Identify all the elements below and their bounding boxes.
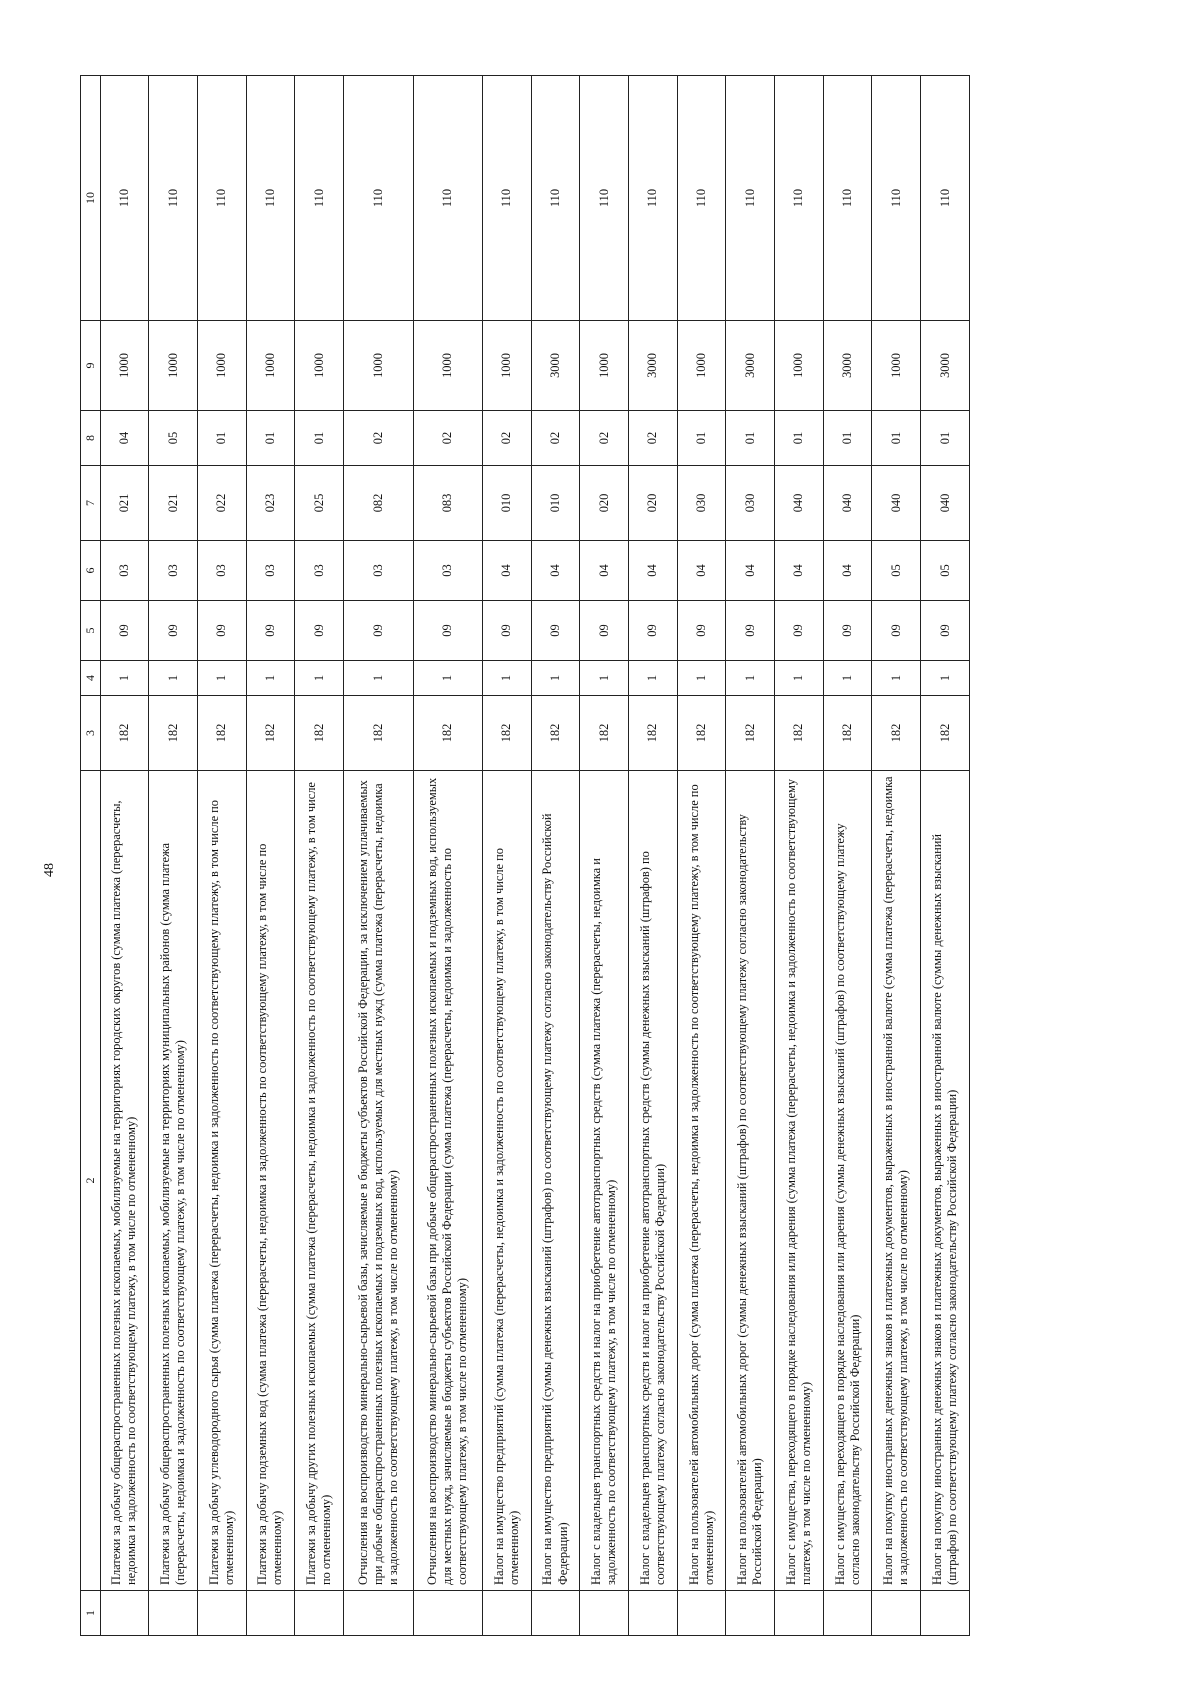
cell-col-3: 182 — [246, 696, 295, 771]
cell-col-10: 110 — [100, 76, 149, 321]
cell-col-1 — [483, 1591, 532, 1636]
cell-col-6: 04 — [726, 541, 775, 601]
cell-col-4: 1 — [100, 661, 149, 696]
cell-col-2: Платежи за добычу общераспространенных полезных ископаемых, мобилизуемые на территориях городских округов (сумма платежа (перерасчеты, недоимка и задолженность по соответствующему платежу, в том числе по отмененному) — [100, 771, 149, 1591]
cell-col-7: 021 — [100, 466, 149, 541]
cell-col-3: 182 — [483, 696, 532, 771]
cell-col-7: 020 — [580, 466, 629, 541]
column-header-4: 4 — [81, 661, 101, 696]
cell-col-5: 09 — [580, 601, 629, 661]
cell-col-4: 1 — [531, 661, 580, 696]
cell-col-3: 182 — [149, 696, 198, 771]
cell-col-1 — [726, 1591, 775, 1636]
cell-col-7: 022 — [197, 466, 246, 541]
cell-col-1 — [343, 1591, 413, 1636]
cell-col-9: 3000 — [726, 321, 775, 411]
column-header-9: 9 — [81, 321, 101, 411]
cell-col-4: 1 — [726, 661, 775, 696]
cell-col-9: 1000 — [197, 321, 246, 411]
cell-col-2: Налог с владельцев транспортных средств и налог на приобретение автотранспортных средств (суммы денежных взысканий (штрафов) по соответствующему платежу согласно законодательству Российской Федерации) — [629, 771, 678, 1591]
cell-col-6: 04 — [531, 541, 580, 601]
cell-col-2: Налог с владельцев транспортных средств и налог на приобретение автотранспортных средств (сумма платежа (перерасчеты, недоимка и задолженность по соответствующему платежу, в том числе по отмененному) — [580, 771, 629, 1591]
cell-col-5: 09 — [100, 601, 149, 661]
table-row — [295, 76, 344, 1636]
cell-col-9: 1000 — [100, 321, 149, 411]
cell-col-6: 04 — [677, 541, 726, 601]
table-row — [775, 76, 824, 1636]
cell-col-9: 1000 — [580, 321, 629, 411]
cell-col-1 — [197, 1591, 246, 1636]
cell-col-5: 09 — [629, 601, 678, 661]
cell-col-1 — [246, 1591, 295, 1636]
cell-col-10: 110 — [295, 76, 344, 321]
rotated-table-container — [80, 76, 970, 1636]
table-row — [149, 76, 198, 1636]
cell-col-1 — [823, 1591, 872, 1636]
cell-col-1 — [629, 1591, 678, 1636]
table-row — [343, 76, 413, 1636]
cell-col-9: 1000 — [343, 321, 413, 411]
table-row — [872, 76, 921, 1636]
cell-col-6: 03 — [343, 541, 413, 601]
cell-col-6: 05 — [872, 541, 921, 601]
cell-col-9: 1000 — [677, 321, 726, 411]
cell-col-8: 01 — [677, 411, 726, 466]
cell-col-1 — [413, 1591, 483, 1636]
cell-col-3: 182 — [726, 696, 775, 771]
cell-col-9: 1000 — [483, 321, 532, 411]
cell-col-9: 1000 — [295, 321, 344, 411]
cell-col-6: 04 — [629, 541, 678, 601]
cell-col-5: 09 — [483, 601, 532, 661]
cell-col-4: 1 — [197, 661, 246, 696]
cell-col-5: 09 — [246, 601, 295, 661]
cell-col-4: 1 — [580, 661, 629, 696]
cell-col-7: 040 — [823, 466, 872, 541]
cell-col-1 — [921, 1591, 970, 1636]
cell-col-8: 05 — [149, 411, 198, 466]
cell-col-1 — [677, 1591, 726, 1636]
table-row — [246, 76, 295, 1636]
table-row — [413, 76, 483, 1636]
cell-col-1 — [149, 1591, 198, 1636]
cell-col-3: 182 — [872, 696, 921, 771]
cell-col-10: 110 — [580, 76, 629, 321]
cell-col-10: 110 — [149, 76, 198, 321]
cell-col-6: 03 — [246, 541, 295, 601]
cell-col-1 — [580, 1591, 629, 1636]
cell-col-10: 110 — [483, 76, 532, 321]
cell-col-9: 1000 — [246, 321, 295, 411]
cell-col-8: 01 — [775, 411, 824, 466]
table-row — [531, 76, 580, 1636]
cell-col-2: Налог на пользователей автомобильных дорог (суммы денежных взысканий (штрафов) по соответствующему платежу согласно законодательству Российской Федерации) — [726, 771, 775, 1591]
cell-col-6: 03 — [149, 541, 198, 601]
cell-col-1 — [295, 1591, 344, 1636]
table-row — [823, 76, 872, 1636]
cell-col-5: 09 — [677, 601, 726, 661]
cell-col-10: 110 — [629, 76, 678, 321]
cell-col-3: 182 — [100, 696, 149, 771]
cell-col-4: 1 — [343, 661, 413, 696]
cell-col-2: Налог с имущества, переходящего в порядке наследования или дарения (сумма платежа (перерасчеты, недоимка и задолженность по соответствующему платежу, в том числе по отмененному) — [775, 771, 824, 1591]
cell-col-3: 182 — [921, 696, 970, 771]
cell-col-9: 1000 — [775, 321, 824, 411]
column-header-8: 8 — [81, 411, 101, 466]
cell-col-5: 09 — [295, 601, 344, 661]
cell-col-9: 3000 — [531, 321, 580, 411]
cell-col-9: 1000 — [872, 321, 921, 411]
cell-col-2: Налог на пользователей автомобильных дорог (сумма платежа (перерасчеты, недоимка и задолженность по соответствующему платежу, в том числе по отмененному) — [677, 771, 726, 1591]
cell-col-10: 110 — [726, 76, 775, 321]
cell-col-10: 110 — [197, 76, 246, 321]
column-header-10: 10 — [81, 76, 101, 321]
table-row — [677, 76, 726, 1636]
cell-col-8: 01 — [921, 411, 970, 466]
cell-col-10: 110 — [921, 76, 970, 321]
cell-col-2: Отчисления на воспроизводство минерально-сырьевой базы, зачисляемые в бюджеты субъектов Российской Федерации, за исключением уплачиваемых при добыче общераспространенных полезных ископаемых и подземных вод, используемых для местных нужд (сумма платежа (перерасчеты, недоимка и задолженность по соответствующему платежу, в том числе по отмененному) — [343, 771, 413, 1591]
cell-col-2: Налог на покупку иностранных денежных знаков и платежных документов, выраженных в иностранной валюте (сумма платежа (перерасчеты, недоимка и задолженность по соответствующему платежу, в том числе по отмененному) — [872, 771, 921, 1591]
cell-col-10: 110 — [823, 76, 872, 321]
table-row — [197, 76, 246, 1636]
cell-col-2: Налог на покупку иностранных денежных знаков и платежных документов, выраженных в иностранной валюте (суммы денежных взысканий (штрафов) по соответствующему платежу согласно законодательству Российской Федерации) — [921, 771, 970, 1591]
cell-col-6: 05 — [921, 541, 970, 601]
cell-col-5: 09 — [149, 601, 198, 661]
cell-col-3: 182 — [295, 696, 344, 771]
cell-col-5: 09 — [775, 601, 824, 661]
cell-col-4: 1 — [629, 661, 678, 696]
cell-col-9: 3000 — [921, 321, 970, 411]
cell-col-6: 03 — [197, 541, 246, 601]
cell-col-8: 01 — [197, 411, 246, 466]
cell-col-3: 182 — [629, 696, 678, 771]
cell-col-7: 040 — [775, 466, 824, 541]
cell-col-3: 182 — [775, 696, 824, 771]
table-row — [100, 76, 149, 1636]
cell-col-2: Платежи за добычу подземных вод (сумма платежа (перерасчеты, недоимка и задолженность по соответствующему платежу, в том числе по отмененному) — [246, 771, 295, 1591]
cell-col-8: 01 — [823, 411, 872, 466]
cell-col-8: 02 — [343, 411, 413, 466]
cell-col-1 — [531, 1591, 580, 1636]
cell-col-5: 09 — [823, 601, 872, 661]
cell-col-7: 030 — [677, 466, 726, 541]
cell-col-7: 025 — [295, 466, 344, 541]
cell-col-8: 02 — [413, 411, 483, 466]
cell-col-10: 110 — [343, 76, 413, 321]
cell-col-6: 03 — [413, 541, 483, 601]
cell-col-3: 182 — [343, 696, 413, 771]
cell-col-4: 1 — [246, 661, 295, 696]
cell-col-6: 03 — [295, 541, 344, 601]
page-number: 48 — [42, 863, 57, 877]
cell-col-6: 04 — [483, 541, 532, 601]
cell-col-10: 110 — [677, 76, 726, 321]
cell-col-4: 1 — [295, 661, 344, 696]
cell-col-2: Налог на имущество предприятий (суммы денежных взысканий (штрафов) по соответствующему платежу согласно законодательству Российской Федерации) — [531, 771, 580, 1591]
cell-col-4: 1 — [413, 661, 483, 696]
cell-col-8: 01 — [872, 411, 921, 466]
cell-col-10: 110 — [872, 76, 921, 321]
table-row — [921, 76, 970, 1636]
cell-col-7: 020 — [629, 466, 678, 541]
cell-col-8: 04 — [100, 411, 149, 466]
cell-col-1 — [775, 1591, 824, 1636]
cell-col-3: 182 — [197, 696, 246, 771]
cell-col-6: 04 — [775, 541, 824, 601]
cell-col-2: Платежи за добычу других полезных ископаемых (сумма платежа (перерасчеты, недоимка и задолженность по соответствующему платежу, в том числе по отмененному) — [295, 771, 344, 1591]
cell-col-6: 03 — [100, 541, 149, 601]
cell-col-5: 09 — [726, 601, 775, 661]
cell-col-3: 182 — [677, 696, 726, 771]
cell-col-9: 1000 — [413, 321, 483, 411]
column-header-2: 2 — [81, 771, 101, 1591]
cell-col-9: 3000 — [823, 321, 872, 411]
cell-col-4: 1 — [921, 661, 970, 696]
cell-col-10: 110 — [531, 76, 580, 321]
cell-col-7: 040 — [921, 466, 970, 541]
budget-classification-table — [80, 75, 970, 1636]
cell-col-5: 09 — [343, 601, 413, 661]
cell-col-5: 09 — [921, 601, 970, 661]
column-header-5: 5 — [81, 601, 101, 661]
cell-col-5: 09 — [197, 601, 246, 661]
cell-col-7: 083 — [413, 466, 483, 541]
cell-col-7: 023 — [246, 466, 295, 541]
table-row — [483, 76, 532, 1636]
cell-col-8: 02 — [580, 411, 629, 466]
table-body — [100, 76, 969, 1636]
cell-col-5: 09 — [531, 601, 580, 661]
cell-col-1 — [872, 1591, 921, 1636]
cell-col-3: 182 — [823, 696, 872, 771]
cell-col-2: Налог на имущество предприятий (сумма платежа (перерасчеты, недоимка и задолженность по соответствующему платежу, в том числе по отмененному) — [483, 771, 532, 1591]
cell-col-3: 182 — [580, 696, 629, 771]
cell-col-8: 01 — [246, 411, 295, 466]
cell-col-4: 1 — [677, 661, 726, 696]
table-row — [629, 76, 678, 1636]
cell-col-6: 04 — [580, 541, 629, 601]
column-header-7: 7 — [81, 466, 101, 541]
cell-col-8: 02 — [629, 411, 678, 466]
cell-col-9: 1000 — [149, 321, 198, 411]
cell-col-3: 182 — [531, 696, 580, 771]
cell-col-7: 021 — [149, 466, 198, 541]
cell-col-5: 09 — [872, 601, 921, 661]
cell-col-1 — [100, 1591, 149, 1636]
cell-col-5: 09 — [413, 601, 483, 661]
cell-col-4: 1 — [872, 661, 921, 696]
cell-col-2: Отчисления на воспроизводство минерально-сырьевой базы при добыче общераспространенных полезных ископаемых и подземных вод, используемых для местных нужд, зачисляемые в бюджеты субъектов Российской Федерации (сумма платежа (перерасчеты, недоимка и задолженность по соответствующему платежу, в том числе по отмененному) — [413, 771, 483, 1591]
cell-col-9: 3000 — [629, 321, 678, 411]
column-header-1: 1 — [81, 1591, 101, 1636]
cell-col-7: 082 — [343, 466, 413, 541]
cell-col-7: 010 — [483, 466, 532, 541]
cell-col-8: 02 — [483, 411, 532, 466]
cell-col-10: 110 — [246, 76, 295, 321]
cell-col-4: 1 — [823, 661, 872, 696]
cell-col-10: 110 — [413, 76, 483, 321]
column-header-6: 6 — [81, 541, 101, 601]
cell-col-4: 1 — [775, 661, 824, 696]
cell-col-8: 01 — [295, 411, 344, 466]
cell-col-8: 02 — [531, 411, 580, 466]
cell-col-2: Платежи за добычу углеводородного сырья (сумма платежа (перерасчеты, недоимка и задолженность по соответствующему платежу, в том числе по отмененному) — [197, 771, 246, 1591]
cell-col-2: Налог с имущества, переходящего в порядке наследования или дарения (суммы денежных взысканий (штрафов) по соответствующему платежу согласно законодательству Российской Федерации) — [823, 771, 872, 1591]
cell-col-7: 010 — [531, 466, 580, 541]
column-header-3: 3 — [81, 696, 101, 771]
cell-col-4: 1 — [483, 661, 532, 696]
table-row — [580, 76, 629, 1636]
cell-col-8: 01 — [726, 411, 775, 466]
table-row — [726, 76, 775, 1636]
cell-col-10: 110 — [775, 76, 824, 321]
cell-col-2: Платежи за добычу общераспространенных полезных ископаемых, мобилизуемые на территориях муниципальных районов (сумма платежа (перерасчеты, недоимка и задолженность по соответствующему платежу, в том числе по отмененному) — [149, 771, 198, 1591]
cell-col-6: 04 — [823, 541, 872, 601]
cell-col-3: 182 — [413, 696, 483, 771]
table-header-row — [81, 76, 101, 1636]
cell-col-7: 030 — [726, 466, 775, 541]
cell-col-7: 040 — [872, 466, 921, 541]
cell-col-4: 1 — [149, 661, 198, 696]
